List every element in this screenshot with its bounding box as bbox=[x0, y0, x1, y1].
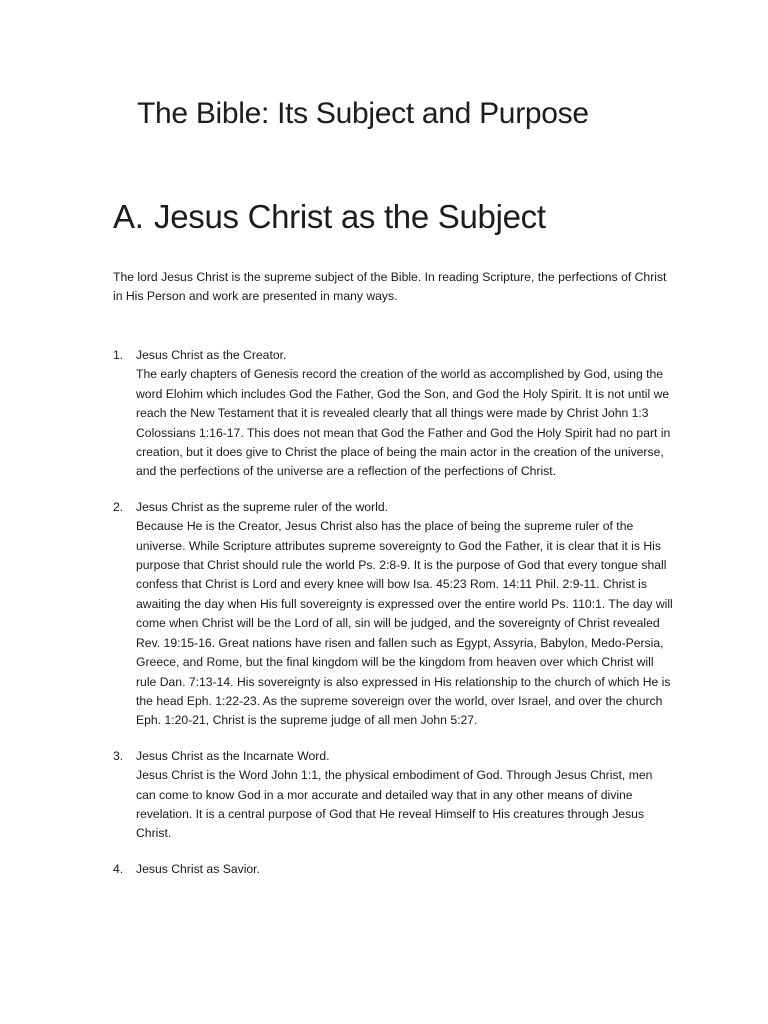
list-item-title: Jesus Christ as Savior. bbox=[136, 861, 260, 876]
list-item-body: Because He is the Creator, Jesus Christ also has the place of being the supreme ruler of the universe. While Scripture attributes supreme sovereignty to God the Father, it is clear that it is His purpose that Christ should rule the world Ps. 2:8-9. It is the purpose of God that every tongue shall confess that Christ is Lord and every knee will bow Isa. 45:23 Rom. 14:11 Phil. 2:9-11. Christ is awaiting the day when His full sovereignty is expressed over the entire world Ps. 110:1. The day will come when Christ will be the Lord of all, sin will be judged, and the sovereignty of Christ revealed Rev. 19:15-16. Great nations have risen and fallen such as Egypt, Assyria, Babylon, Medo-Persia, Greece, and Rome, but the final kingdom will be the kingdom from heaven over which Christ will rule Dan. 7:13-14. His sovereignty is also expressed in His relationship to the church of which He is the head Eph. 1:22-23. As the supreme sovereign over the world, over Israel, and over the church Eph. 1:20-21, Christ is the supreme judge of all men John 5:27. bbox=[136, 519, 673, 728]
list-item bbox=[113, 346, 673, 482]
list-item-number: 3. bbox=[113, 748, 124, 763]
list-item bbox=[113, 747, 673, 844]
section-heading-text: Jesus Christ as the Subject bbox=[154, 198, 546, 235]
intro-paragraph: The lord Jesus Christ is the supreme subject of the Bible. In reading Scripture, the perfections of Christ in His Person and work are presented in many ways. bbox=[113, 270, 667, 304]
list-item-number: 2. bbox=[113, 499, 124, 514]
list-item-body: The early chapters of Genesis record the creation of the world as accomplished by God, using the word Elohim which includes God the Father, God the Son, and God the Holy Spirit. It is not until we reach the New Testament that it is revealed clearly that all things were made by Christ John 1:3 Colossians 1:16-17. This does not mean that God the Father and God the Holy Spirit had no part in creation, but it does give to Christ the place of being the main actor in the creation of the universe, and the perfections of the universe are a reflection of the perfections of Christ. bbox=[136, 367, 671, 479]
list-item-title: Jesus Christ as the supreme ruler of the world. bbox=[136, 499, 388, 514]
page-title: The Bible: Its Subject and Purpose bbox=[137, 97, 589, 130]
list-item-title: Jesus Christ as the Creator. bbox=[136, 348, 287, 362]
list-item bbox=[113, 498, 673, 731]
list-item-body: Jesus Christ is the Word John 1:1, the physical embodiment of God. Through Jesus Christ, men can come to know God in a mor accurate and detailed way that in any other means of divine revelation. It is a central purpose of God that He reveal Himself to His creatures through Jesus Christ. bbox=[136, 768, 653, 841]
list-item-number: 1. bbox=[113, 348, 124, 362]
list-item-number: 4. bbox=[113, 861, 124, 876]
list-item bbox=[113, 860, 673, 879]
list-item-title: Jesus Christ as the Incarnate Word. bbox=[136, 748, 330, 763]
section-heading bbox=[113, 198, 546, 236]
section-letter: A. bbox=[113, 198, 144, 235]
numbered-list bbox=[113, 346, 673, 895]
